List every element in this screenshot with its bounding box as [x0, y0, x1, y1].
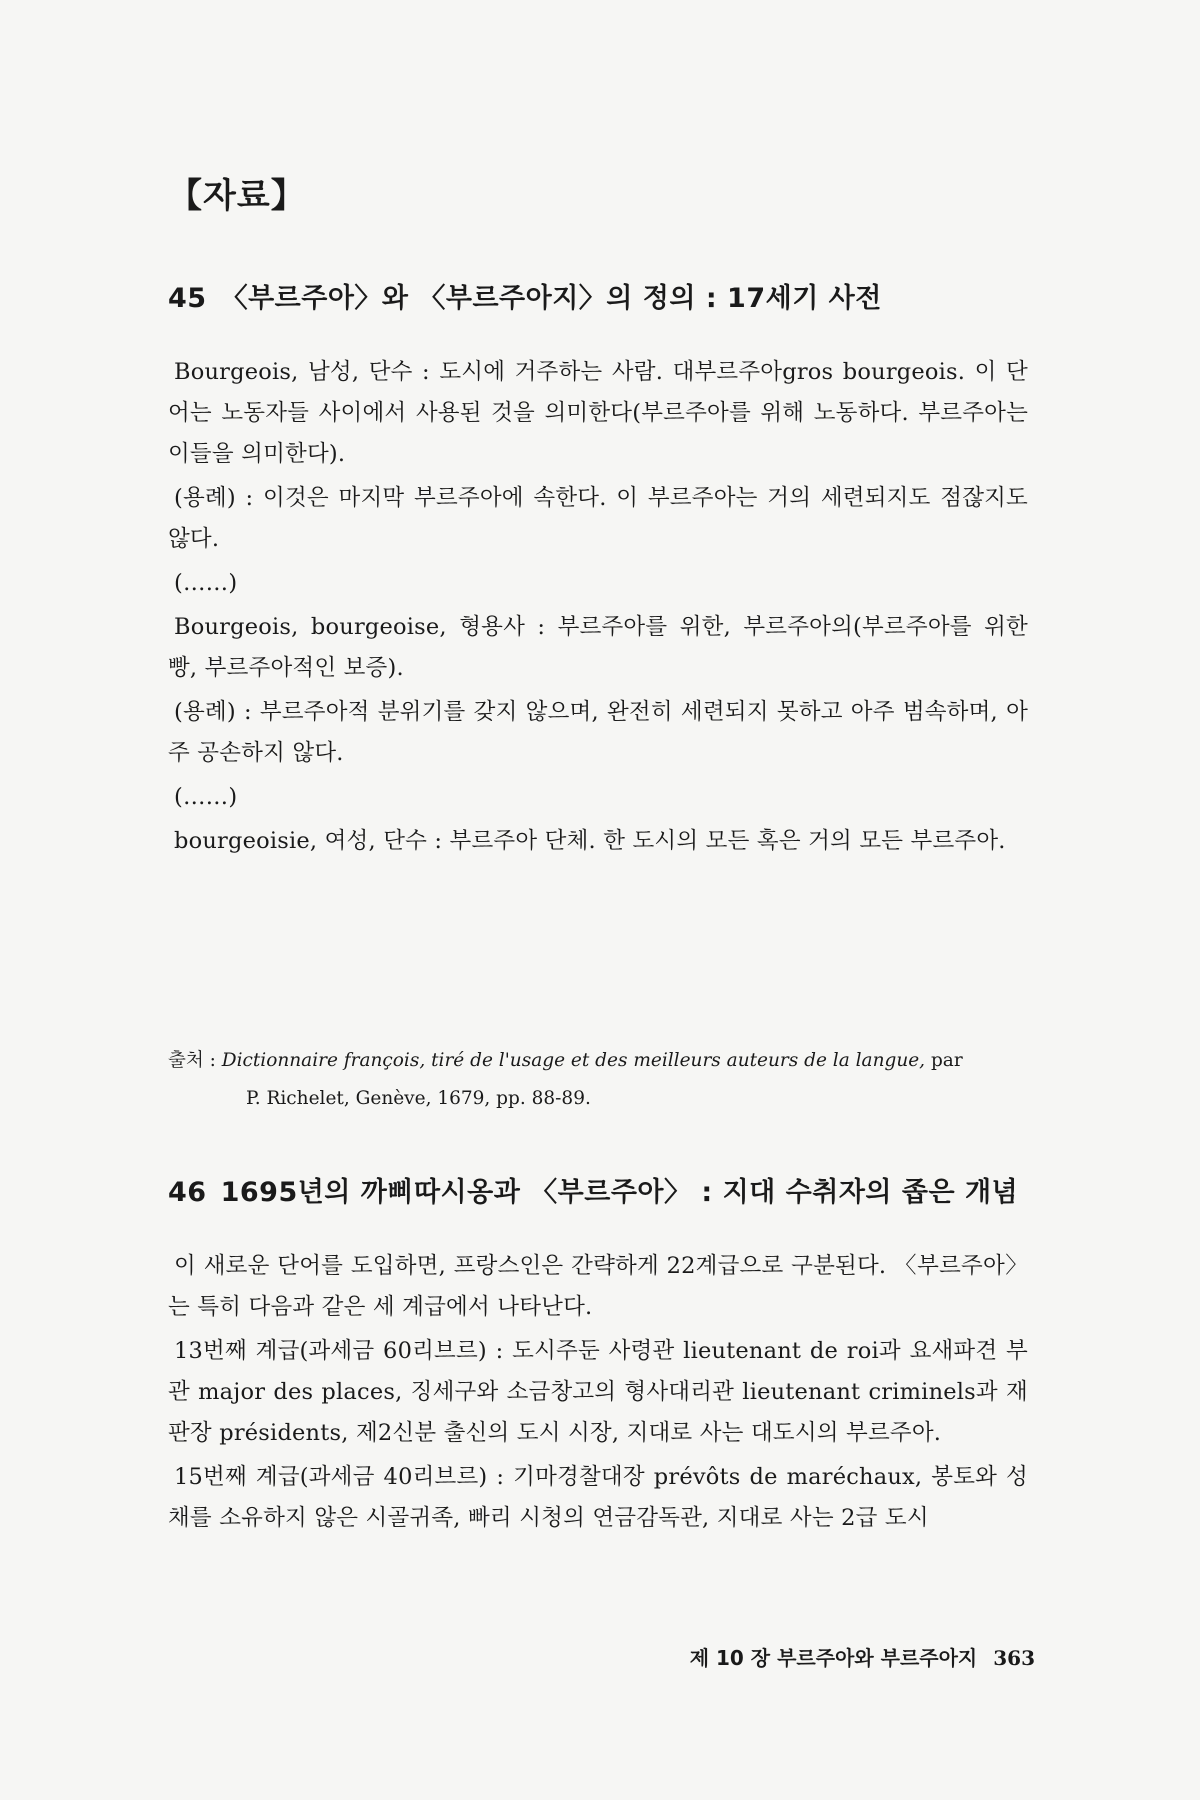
source-label: 출처 : [168, 1050, 222, 1071]
source-by: par [925, 1050, 963, 1071]
paragraph: (용례) : 부르주아적 분위기를 갖지 않으며, 완전히 세련되지 못하고 아주 범속하며, 아주 공손하지 않다. [168, 699, 1028, 766]
section-45-body [168, 352, 1028, 865]
source-citation [168, 1042, 1028, 1118]
paragraph: Bourgeois, 남성, 단수 : 도시에 거주하는 사람. 대부르주아gros bourgeois. 이 단어는 노동자들 사이에서 사용된 것을 의미한다(부르주아를 위해 노동하다. 부르주아는 이들을 의미한다). [168, 359, 1028, 467]
page-footer [690, 1642, 1035, 1671]
heading-46 [168, 1170, 1018, 1209]
heading-45-number: 45 [168, 283, 207, 314]
paragraph: bourgeoisie, 여성, 단수 : 부르주아 단체. 한 도시의 모든 혹은 거의 모든 부르주아. [174, 828, 1006, 854]
paragraph: 13번째 계급(과세금 60리브르) : 도시주둔 사령관 lieutenant de roi과 요새파견 부관 major des places, 징세구와 소금창고의 형사대리관 lieutenant criminels과 재판장 présidents, 제2신분 출신의 도시 시장, 지대로 사는 대도시의 부르주아. [168, 1338, 1028, 1446]
chapter-title: 제 10 장 부르주아와 부르주아지 [689, 1646, 978, 1670]
paragraph: Bourgeois, bourgeoise, 형용사 : 부르주아를 위한, 부르주아의(부르주아를 위한 빵, 부르주아적인 보증). [168, 614, 1028, 681]
heading-45 [168, 276, 882, 315]
section-46-body [168, 1246, 1028, 1542]
paragraph: 15번째 계급(과세금 40리브르) : 기마경찰대장 prévôts de maréchaux, 봉토와 성채를 소유하지 않은 시골귀족, 빠리 시청의 연금감독관, 지대로 사는 2급 도시 [168, 1464, 1028, 1531]
heading-46-number: 46 [168, 1177, 207, 1208]
paragraph: (……) [174, 784, 238, 810]
heading-46-title: 1695년의 까삐따시옹과 〈부르주아〉 : 지대 수취자의 좁은 개념 [220, 1177, 1019, 1208]
source-details: P. Richelet, Genève, 1679, pp. 88-89. [246, 1088, 591, 1109]
paragraph: 이 새로운 단어를 도입하면, 프랑스인은 간략하게 22계급으로 구분된다. 〈부르주아〉는 특히 다음과 같은 세 계급에서 나타난다. [168, 1253, 1028, 1320]
paragraph: (……) [174, 570, 238, 596]
heading-45-title: 〈부르주아〉와 〈부르주아지〉의 정의 : 17세기 사전 [220, 283, 882, 314]
source-work-title: Dictionnaire françois, tiré de l'usage et des meilleurs auteurs de la langue, [221, 1050, 926, 1071]
section-label: 【자료】 [168, 176, 306, 216]
paragraph: (용례) : 이것은 마지막 부르주아에 속한다. 이 부르주아는 거의 세련되지도 점잖지도 않다. [168, 485, 1028, 552]
page-number: 363 [993, 1646, 1035, 1670]
